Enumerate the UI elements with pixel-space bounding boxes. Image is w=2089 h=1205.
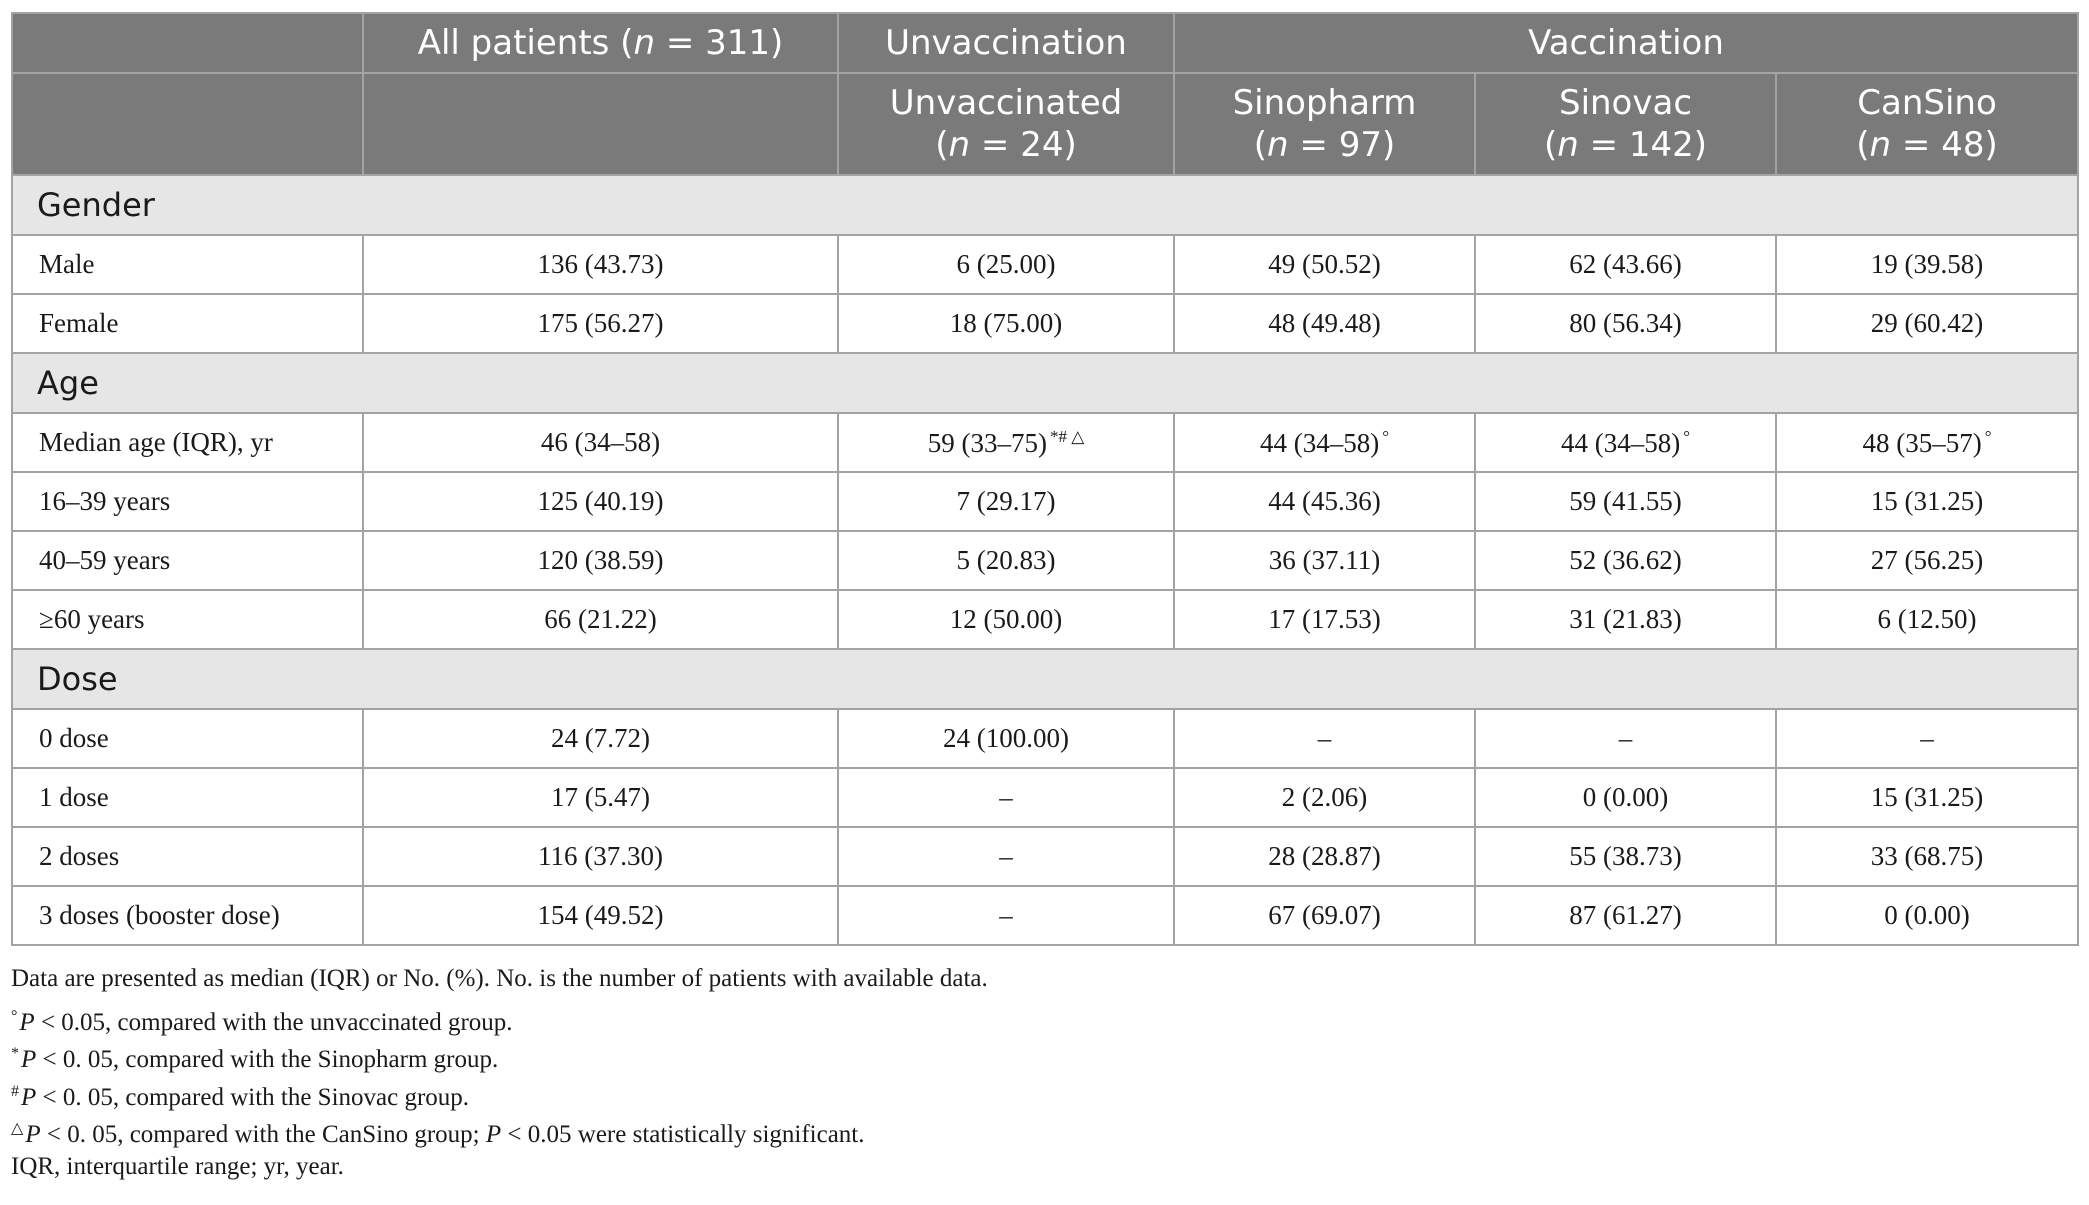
cell-all-patients: [363, 768, 838, 827]
header-row-1: [12, 13, 2078, 73]
header-vaccination: Vaccination: [1174, 13, 2078, 73]
header-unvaccinated: Unvaccinated (n = 24): [838, 73, 1174, 175]
footnote-sinopharm: *P < 0. 05, compared with the Sinopharm group.: [11, 1045, 499, 1073]
cell-value: 62 (43.66): [1569, 249, 1682, 279]
significance-marker: *# △: [1049, 426, 1085, 446]
cell-value: 36 (37.11): [1268, 545, 1381, 575]
header-all-patients: All patients (n = 311): [363, 13, 838, 73]
cell-value: –: [1317, 723, 1332, 753]
cell-sinovac: [1475, 531, 1776, 590]
row-label: 3 doses (booster dose): [12, 886, 363, 945]
cell-sinopharm: [1174, 590, 1475, 649]
row-label: Female: [12, 294, 363, 353]
cell-value: 44 (34–58): [1259, 427, 1380, 458]
header-sinovac: Sinovac (n = 142): [1475, 73, 1776, 175]
cell-all-patients: [363, 709, 838, 768]
cell-value: 55 (38.73): [1569, 841, 1682, 871]
cell-value: 2 (2.06): [1281, 782, 1368, 812]
table-row: [12, 531, 2078, 590]
cell-value: 17 (17.53): [1268, 604, 1381, 634]
cell-value: 7 (29.17): [956, 486, 1056, 516]
cell-all-patients: [363, 235, 838, 294]
cell-sinopharm: [1174, 413, 1475, 472]
cell-value: 175 (56.27): [537, 308, 664, 338]
table-row: [12, 827, 2078, 886]
cell-unvaccinated: [838, 768, 1174, 827]
header-unvaccination: Unvaccination: [838, 13, 1174, 73]
cell-value: 5 (20.83): [956, 545, 1056, 575]
cell-sinopharm: [1174, 886, 1475, 945]
cell-value: 27 (56.25): [1870, 545, 1984, 575]
section-title: Gender: [12, 175, 2078, 235]
cell-value: 17 (5.47): [551, 782, 650, 812]
cell-value: 33 (68.75): [1870, 841, 1984, 871]
cell-value: –: [999, 841, 1013, 871]
cell-value: 28 (28.87): [1268, 841, 1381, 871]
footnote-unvaccinated: °P < 0.05, compared with the unvaccinated group.: [11, 1007, 513, 1036]
cell-value: –: [999, 900, 1013, 930]
cell-value: 46 (34–58): [540, 427, 661, 457]
cell-all-patients: [363, 413, 838, 472]
significance-marker: °: [1984, 426, 1992, 446]
cell-value: 0 (0.00): [1884, 900, 1970, 930]
cell-cansino: [1776, 294, 2078, 353]
cell-value: 66 (21.22): [544, 604, 657, 634]
cell-value: 19 (39.58): [1870, 249, 1984, 279]
cell-value: 15 (31.25): [1870, 782, 1984, 812]
cell-sinopharm: [1174, 235, 1475, 294]
cell-sinovac: [1475, 709, 1776, 768]
cell-cansino: [1776, 472, 2078, 531]
row-label: Median age (IQR), yr: [12, 413, 363, 472]
cell-unvaccinated: [838, 472, 1174, 531]
cell-cansino: [1776, 768, 2078, 827]
cell-value: 116 (37.30): [538, 841, 663, 871]
cell-value: 67 (69.07): [1268, 900, 1381, 930]
cell-sinovac: [1475, 235, 1776, 294]
cell-value: 6 (25.00): [956, 249, 1056, 279]
cell-all-patients: [363, 472, 838, 531]
cell-sinovac: [1475, 472, 1776, 531]
cell-sinovac: [1475, 590, 1776, 649]
cell-value: 49 (50.52): [1268, 249, 1381, 279]
header-blank-cell: [12, 73, 363, 175]
cell-sinopharm: [1174, 472, 1475, 531]
cell-value: 87 (61.27): [1569, 900, 1682, 930]
cell-value: 6 (12.50): [1877, 604, 1977, 634]
row-label: 40–59 years: [12, 531, 363, 590]
cell-value: 24 (100.00): [943, 723, 1069, 753]
cell-sinopharm: [1174, 294, 1475, 353]
section-title: Dose: [12, 649, 2078, 709]
cell-value: 125 (40.19): [537, 486, 664, 516]
cell-unvaccinated: [838, 413, 1174, 472]
table-footnotes: [11, 960, 2077, 1185]
cell-unvaccinated: [838, 235, 1174, 294]
cell-cansino: [1776, 709, 2078, 768]
table-container: [11, 12, 2077, 1185]
cell-sinovac: [1475, 768, 1776, 827]
cell-value: 44 (34–58): [1560, 427, 1681, 458]
cell-value: 154 (49.52): [537, 900, 664, 930]
cell-sinopharm: [1174, 768, 1475, 827]
cell-cansino: [1776, 531, 2078, 590]
cell-value: 18 (75.00): [949, 308, 1063, 338]
cell-cansino: [1776, 590, 2078, 649]
significance-marker: °: [1683, 426, 1691, 446]
table-row: [12, 472, 2078, 531]
cell-sinopharm: [1174, 709, 1475, 768]
header-blank-cell: [12, 13, 363, 73]
cell-all-patients: [363, 827, 838, 886]
cell-unvaccinated: [838, 590, 1174, 649]
cell-sinovac: [1475, 294, 1776, 353]
footnote-data-presentation: Data are presented as median (IQR) or No. (%). No. is the number of patients with available data.: [11, 965, 988, 992]
footnote-abbreviations: IQR, interquartile range; yr, year.: [11, 1152, 344, 1180]
header-row-2: [12, 73, 2078, 175]
header-sinopharm: Sinopharm (n = 97): [1174, 73, 1475, 175]
cell-sinovac: [1475, 827, 1776, 886]
significance-marker: °: [1382, 426, 1390, 446]
section-row-dose: [12, 649, 2078, 709]
cell-cansino: [1776, 886, 2078, 945]
footnote-sinovac: #P < 0. 05, compared with the Sinovac group.: [11, 1082, 470, 1111]
header-cansino: CanSino (n = 48): [1776, 73, 2078, 175]
cell-value: 0 (0.00): [1582, 782, 1669, 812]
cell-unvaccinated: [838, 294, 1174, 353]
cell-cansino: [1776, 235, 2078, 294]
table-row: [12, 413, 2078, 472]
section-row-gender: [12, 175, 2078, 235]
cell-value: –: [1618, 723, 1633, 753]
header-blank-cell: [363, 73, 838, 175]
cell-value: 12 (50.00): [949, 604, 1063, 634]
table-row: [12, 294, 2078, 353]
cell-value: 31 (21.83): [1569, 604, 1682, 634]
cell-all-patients: [363, 294, 838, 353]
cell-value: 120 (38.59): [537, 545, 664, 575]
section-row-age: [12, 353, 2078, 413]
cell-all-patients: [363, 531, 838, 590]
row-label: ≥60 years: [12, 590, 363, 649]
cell-unvaccinated: [838, 886, 1174, 945]
cell-unvaccinated: [838, 531, 1174, 590]
cell-cansino: [1776, 413, 2078, 472]
row-label: 0 dose: [12, 709, 363, 768]
cell-value: 15 (31.25): [1870, 486, 1984, 516]
cell-value: 24 (7.72): [551, 723, 650, 753]
cell-unvaccinated: [838, 709, 1174, 768]
cell-value: 44 (45.36): [1268, 486, 1381, 516]
footnote-cansino: △P < 0. 05, compared with the CanSino group; P < 0.05 were statistically significant.: [11, 1120, 865, 1148]
cell-value: 52 (36.62): [1569, 545, 1682, 575]
row-label: 2 doses: [12, 827, 363, 886]
cell-value: –: [1920, 723, 1934, 753]
row-label: 16–39 years: [12, 472, 363, 531]
cell-sinovac: [1475, 886, 1776, 945]
table-row: [12, 235, 2078, 294]
cell-sinovac: [1475, 413, 1776, 472]
section-title: Age: [12, 353, 2078, 413]
cell-value: 136 (43.73): [537, 249, 664, 279]
cell-unvaccinated: [838, 827, 1174, 886]
cell-sinopharm: [1174, 827, 1475, 886]
table-row: [12, 768, 2078, 827]
cell-value: 59 (33–75): [927, 427, 1047, 458]
cell-value: –: [999, 782, 1013, 812]
cell-value: 80 (56.34): [1569, 308, 1682, 338]
cell-cansino: [1776, 827, 2078, 886]
row-label: 1 dose: [12, 768, 363, 827]
row-label: Male: [12, 235, 363, 294]
cell-value: 59 (41.55): [1569, 486, 1682, 516]
table-row: [12, 709, 2078, 768]
cell-all-patients: [363, 590, 838, 649]
cell-sinopharm: [1174, 531, 1475, 590]
table-row: [12, 886, 2078, 945]
cell-value: 48 (49.48): [1268, 308, 1381, 338]
cell-value: 48 (35–57): [1862, 427, 1982, 458]
table-row: [12, 590, 2078, 649]
data-table: [11, 12, 2079, 946]
cell-value: 29 (60.42): [1870, 308, 1984, 338]
cell-all-patients: [363, 886, 838, 945]
